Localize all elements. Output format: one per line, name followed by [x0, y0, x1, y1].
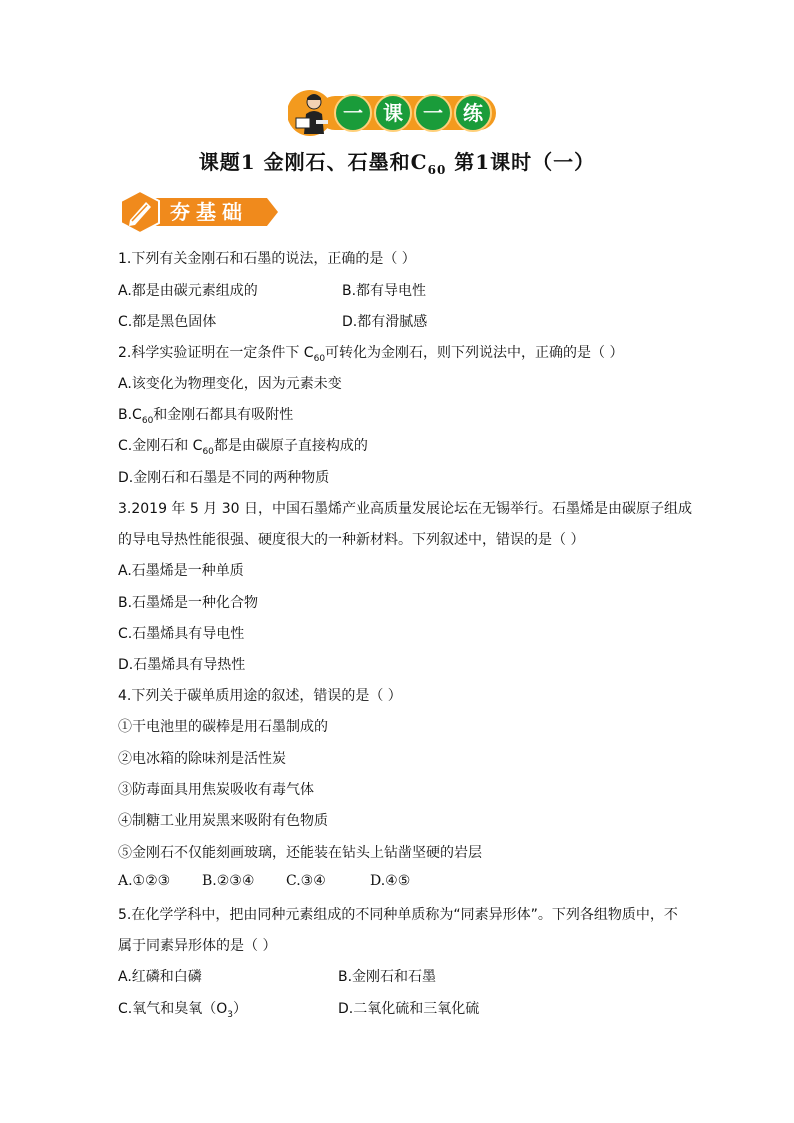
section-badge	[118, 190, 278, 234]
q3-option-a: A.石墨烯是一种单质	[118, 563, 244, 579]
reader-icon	[288, 88, 340, 138]
q2-stem-sub: 60	[313, 353, 326, 364]
q4-option-d: D.④⑤	[370, 873, 411, 889]
q5-option-c	[118, 998, 247, 1020]
q2-option-a: A.该变化为物理变化，因为元素未变	[118, 376, 342, 392]
page-title	[0, 146, 794, 177]
q2-option-b	[118, 404, 293, 426]
q5-option-d: D.二氧化硫和三氧化硫	[338, 1001, 480, 1017]
banner-char-4: 练	[454, 94, 492, 132]
pencil-icon	[118, 190, 162, 234]
q2-stem-post: 可转化为金刚石，则下列说法中，正确的是（ ）	[325, 345, 624, 361]
q5-option-b: B.金刚石和石墨	[338, 969, 437, 985]
q3-option-c: C.石墨烯具有导电性	[118, 626, 245, 642]
q2-b-pre: B.C	[118, 407, 142, 423]
q5-option-a: A.红磷和白磷	[118, 969, 202, 985]
q3-stem-line-1: 3.2019 年 5 月 30 日，中国石墨烯产业高质量发展论坛在无锡举行。石墨烯是由碳原子组成	[118, 501, 692, 517]
q5-c-post: ）	[232, 1001, 247, 1017]
q5-c-sub: 3	[227, 1009, 233, 1020]
q3-option-b: B.石墨烯是一种化合物	[118, 595, 259, 611]
q2-stem-pre: 2.科学实验证明在一定条件下 C	[118, 345, 314, 361]
q4-stem: 4.下列关于碳单质用途的叙述，错误的是（ ）	[118, 688, 402, 704]
q2-option-d: D.金刚石和石墨是不同的两种物质	[118, 470, 330, 486]
title-subscript: 60	[427, 163, 447, 177]
q1-stem: 1.下列有关金刚石和石墨的说法，正确的是（ ）	[118, 251, 416, 267]
q1-option-d: D.都有滑腻感	[342, 314, 428, 330]
section-label: 夯基础	[170, 200, 248, 224]
banner	[288, 88, 500, 138]
banner-char-1: 一	[334, 94, 372, 132]
q2-c-pre: C.金刚石和 C	[118, 438, 203, 454]
banner-char-2: 课	[374, 94, 412, 132]
q4-option-c: C.③④	[286, 873, 326, 889]
q4-item-5: ⑤金刚石不仅能刻画玻璃，还能装在钻头上钻凿坚硬的岩层	[118, 845, 482, 861]
q4-item-1: ①干电池里的碳棒是用石墨制成的	[118, 719, 328, 735]
q4-item-4: ④制糖工业用炭黑来吸附有色物质	[118, 813, 328, 829]
banner-char-3: 一	[414, 94, 452, 132]
q3-stem-line-2: 的导电导热性能很强、硬度很大的一种新材料。下列叙述中，错误的是（ ）	[118, 532, 585, 548]
q5-c-pre: C.氧气和臭氧（O	[118, 1001, 228, 1017]
q1-option-c: C.都是黑色固体	[118, 314, 217, 330]
q4-item-2: ②电冰箱的除味剂是活性炭	[118, 751, 286, 767]
q4-item-3: ③防毒面具用焦炭吸收有毒气体	[118, 782, 314, 798]
q1-option-a: A.都是由碳元素组成的	[118, 283, 258, 299]
q4-option-b: B.②③④	[202, 873, 255, 889]
title-suffix: 第1课时（一）	[446, 150, 596, 174]
q2-c-post: 都是由碳原子直接构成的	[213, 438, 368, 454]
q1-option-b: B.都有导电性	[342, 283, 427, 299]
title-prefix: 课题1 金刚石、石墨和C	[198, 150, 428, 174]
q2-b-sub: 60	[141, 415, 154, 426]
q2-stem	[118, 342, 624, 364]
q5-stem-line-2: 属于同素异形体的是（ ）	[118, 938, 277, 954]
q5-stem-line-1: 5.在化学学科中，把由同种元素组成的不同种单质称为“同素异形体”。下列各组物质中，不	[118, 907, 678, 923]
q2-b-post: 和金刚石都具有吸附性	[153, 407, 294, 423]
q2-c-sub: 60	[202, 446, 214, 457]
q3-option-d: D.石墨烯具有导热性	[118, 657, 246, 673]
q4-option-a: A.①②③	[118, 873, 171, 889]
q2-option-c	[118, 435, 368, 457]
